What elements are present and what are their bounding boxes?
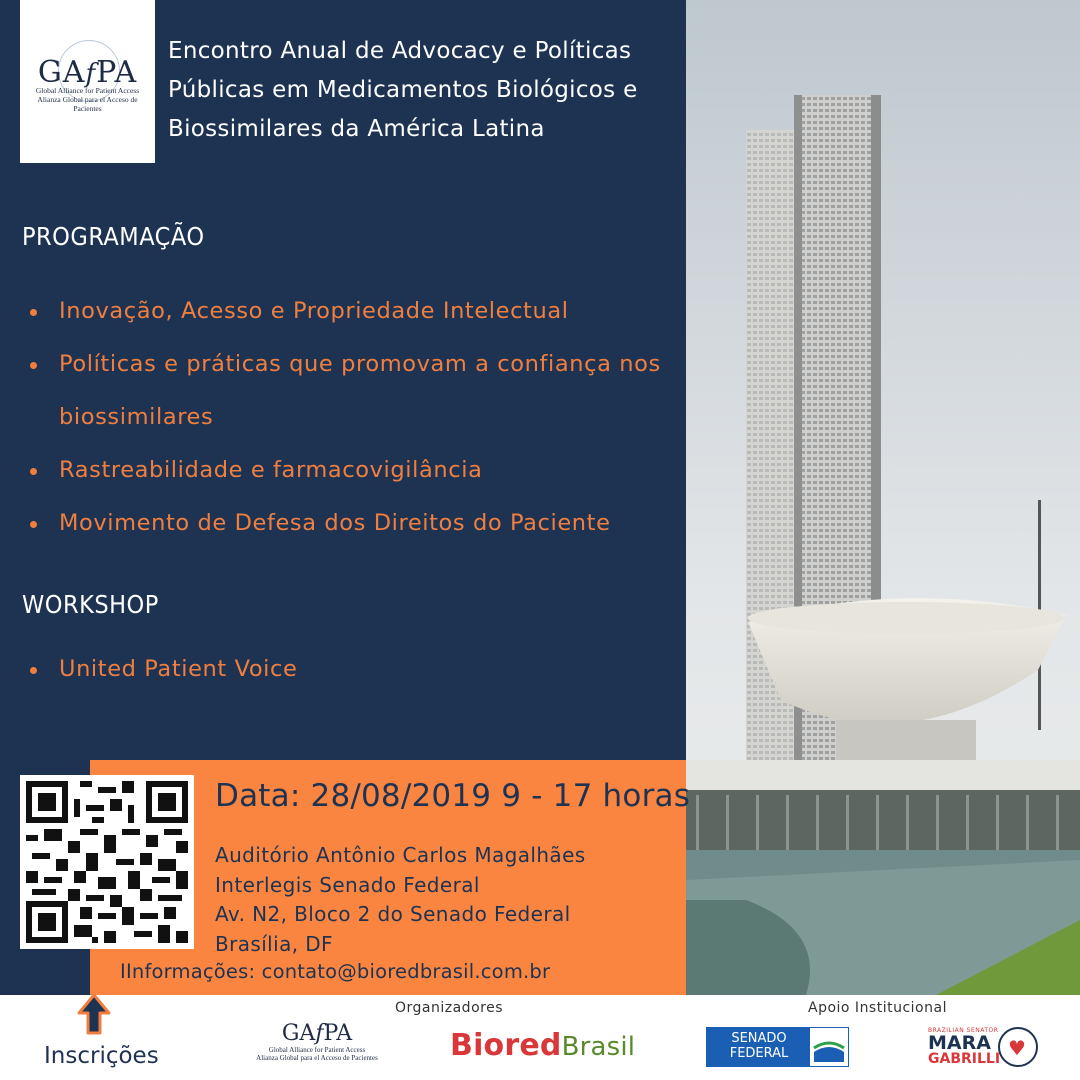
address-line: Brasília, DF [215, 931, 333, 956]
biored-text: Biored [450, 1028, 562, 1063]
logo-tagline-es: Alianza Global para el Acceso de Pacientes [37, 95, 138, 113]
heart-glyph: ♥ [1008, 1036, 1026, 1060]
contact-info[interactable]: IInformações: contato@bioredbrasil.com.br [120, 960, 551, 983]
programacao-list [30, 285, 670, 550]
workshop-heading: WORKSHOP [22, 590, 159, 619]
logo-tagline-en: Global Alliance for Patient Access [35, 86, 140, 95]
logo-pa: PA [96, 55, 138, 90]
qr-code-graphic [20, 775, 194, 949]
congress-photo [686, 0, 1080, 995]
programacao-heading: PROGRAMAÇÃO [22, 222, 205, 251]
programacao-item: Movimento de Defesa dos Direitos do Paciente [30, 497, 670, 550]
arrow-up-icon-graphic [76, 993, 112, 1035]
apoio-label: Apoio Institucional [808, 1000, 947, 1016]
senado-federal-logo [706, 1027, 849, 1067]
gafpa-logo-small [252, 1022, 382, 1072]
mara-name: MARA [928, 1032, 991, 1054]
programacao-item: Inovação, Acesso e Propriedade Intelectual [30, 285, 670, 338]
gafpa-logo [20, 0, 155, 163]
senado-text [714, 1031, 804, 1061]
inscricoes-label[interactable]: Inscrições [44, 1043, 159, 1069]
logo-f: f [85, 59, 97, 89]
address-line: Auditório Antônio Carlos Magalhães [215, 843, 586, 867]
workshop-item: United Patient Voice [30, 643, 670, 696]
mara-surname: GABRILLI [928, 1051, 1001, 1067]
event-title: Encontro Anual de Advocacy e Políticas Públicas em Medicamentos Biológicos e Biossimilares da América Latina [168, 38, 638, 142]
event-address [215, 841, 586, 959]
gafpa-small-pa: PA [323, 1021, 353, 1046]
organizadores-label: Organizadores [395, 1000, 503, 1016]
gafpa-small-wordmark [252, 1022, 382, 1046]
programacao-item: Rastreabilidade e farmacovigilância [30, 444, 670, 497]
event-date: Data: 28/08/2019 9 - 17 horas [215, 778, 691, 814]
mara-gabrilli-logo [928, 1027, 1000, 1067]
biored-brasil-logo [450, 1028, 635, 1063]
logo-wordmark [20, 55, 155, 90]
address-line: Av. N2, Bloco 2 do Senado Federal [215, 902, 571, 926]
heart-icon [998, 1027, 1038, 1067]
workshop-list [30, 643, 670, 696]
logo-ga: GA [37, 55, 86, 90]
qr-code[interactable] [20, 775, 194, 949]
gafpa-small-line2: Alianza Global para el Acceso de Pacientes [256, 1054, 378, 1062]
senado-emblem-icon [809, 1027, 849, 1067]
mara-tagline: BRAZILIAN SENATOR [928, 1027, 999, 1034]
senado-emblem-graphic [810, 1028, 848, 1066]
arrow-up-icon[interactable] [76, 993, 112, 1035]
programacao-item: Políticas e práticas que promovam a confiança nos biossimilares [30, 338, 670, 444]
brasil-text: Brasil [561, 1032, 636, 1062]
logo-tagline [24, 86, 151, 113]
congress-illustration [686, 0, 1080, 995]
address-line: Interlegis Senado Federal [215, 872, 480, 897]
gafpa-small-line1: Global Alliance for Patient Access [268, 1046, 366, 1054]
senado-line2: FEDERAL [729, 1046, 789, 1061]
gafpa-small-f: f [315, 1021, 324, 1046]
gafpa-small-ga: GA [281, 1021, 316, 1046]
senado-line1: SENADO [731, 1031, 787, 1046]
